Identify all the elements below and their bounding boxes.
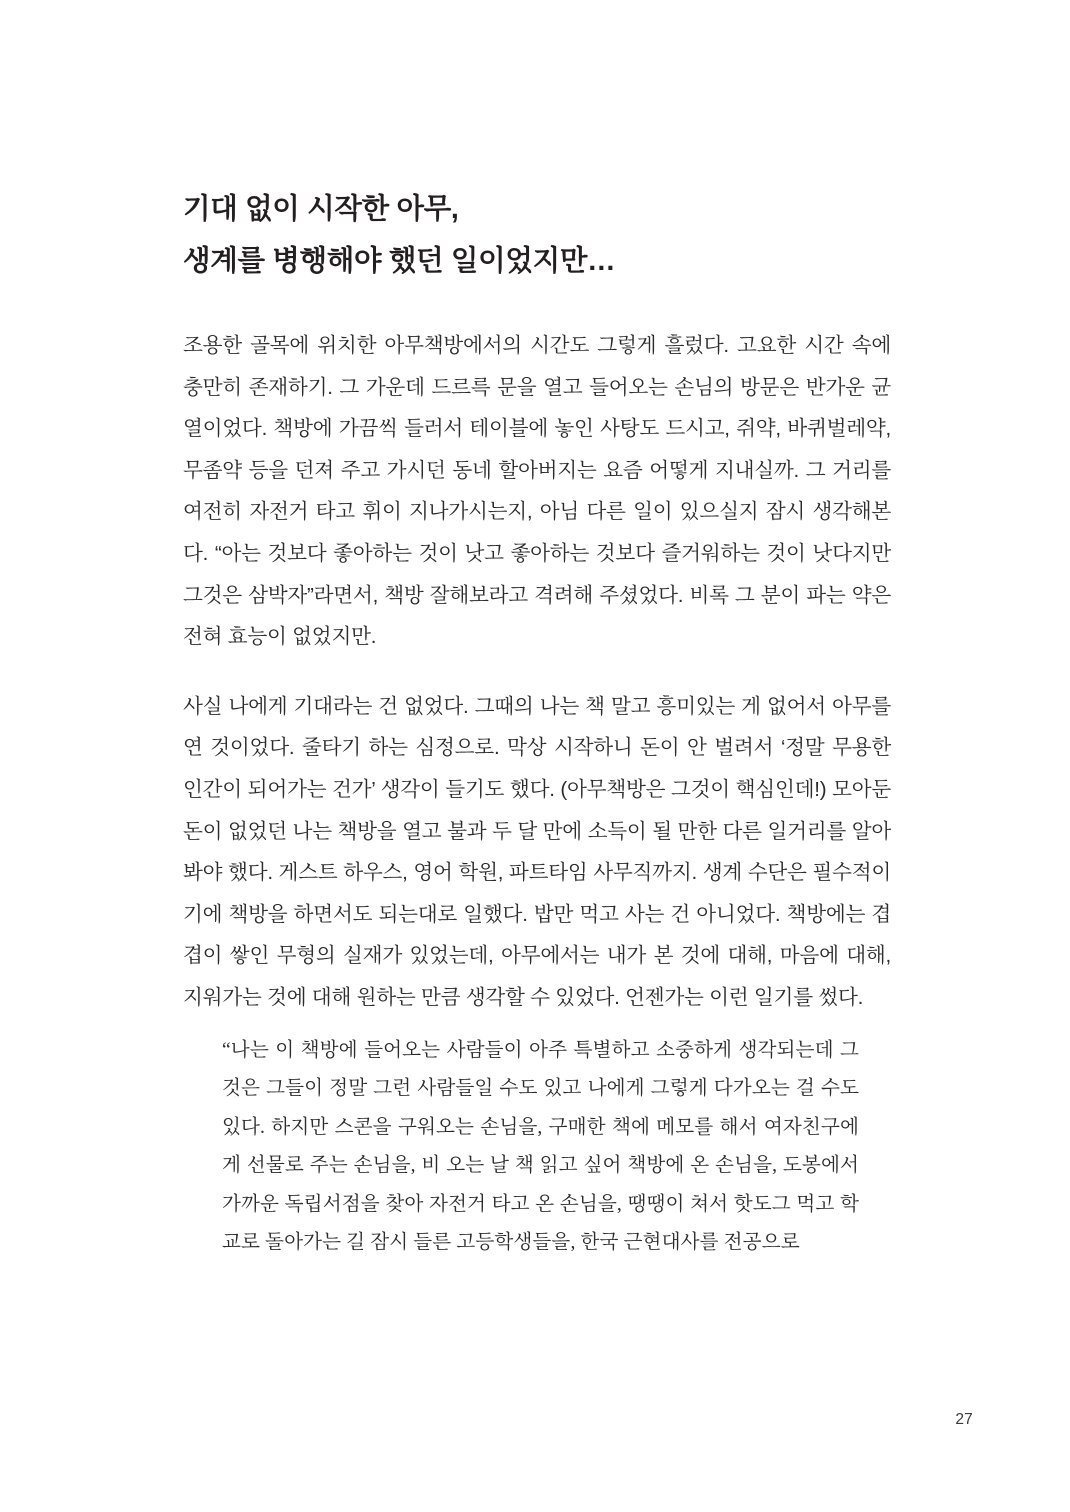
page-title-line-1: 기대 없이 시작한 아무, bbox=[183, 193, 459, 225]
pull-quote bbox=[222, 1032, 859, 1262]
pull-quote-text: “나는 이 책방에 들어오는 사람들이 아주 특별하고 소중하게 생각되는데 그것은 그들이 정말 그런 사람들일 수도 있고 나에게 그렇게 다가오는 걸 수도 있다. 하지만 스콘을 구워오는 손님을, 구매한 책에 메모를 해서 여자친구에게 선물로 주는 손님을, 비 오는 날 책 읽고 싶어 책방에 온 손님을, 도봉에서 가까운 독립서점을 찾아 자전거 타고 온 손님을, 땡땡이 쳐서 핫도그 먹고 학교로 돌아가는 길 잠시 들른 고등학생들을, 한국 근현대사를 전공으로 bbox=[222, 1040, 859, 1254]
body-paragraph-1: 조용한 골목에 위치한 아무책방에서의 시간도 그렇게 흘렀다. 고요한 시간 속에 충만히 존재하기. 그 가운데 드르륵 문을 열고 들어오는 손님의 방문은 반가운 균열이었다. 책방에 가끔씩 들러서 테이블에 놓인 사탕도 드시고, 쥐약, 바퀴벌레약, 무좀약 등을 던져 주고 가시던 동네 할아버지는 요즘 어떻게 지내실까. 그 거리를 여전히 자전거 타고 휘이 지나가시는지, 아님 다른 일이 있으실지 잠시 생각해본다. “아는 것보다 좋아하는 것이 낫고 좋아하는 것보다 즐거워하는 것이 낫다지만 그것은 삼박자”라면서, 책방 잘해보라고 격려해 주셨었다. 비록 그 분이 파는 약은 전혀 효능이 없었지만. bbox=[183, 334, 891, 649]
page-number: 27 bbox=[955, 1411, 973, 1428]
page-title bbox=[183, 183, 895, 287]
body-paragraph-2: 사실 나에게 기대라는 건 없었다. 그때의 나는 책 말고 흥미있는 게 없어서 아무를 연 것이었다. 줄타기 하는 심정으로. 막상 시작하니 돈이 안 벌려서 ‘정말 무용한 인간이 되어가는 건가’ 생각이 들기도 했다. (아무책방은 그것이 핵심인데!) 모아둔 돈이 없었던 나는 책방을 열고 불과 두 달 만에 소득이 될 만한 다른 일거리를 알아봐야 했다. 게스트 하우스, 영어 학원, 파트타임 사무직까지. 생계 수단은 필수적이기에 책방을 하면서도 되는대로 일했다. 밥만 먹고 사는 건 아니었다. 책방에는 겹겹이 쌓인 무형의 실재가 있었는데, 아무에서는 내가 본 것에 대해, 마음에 대해, 지워가는 것에 대해 원하는 만큼 생각할 수 있었다. 언젠가는 이런 일기를 썼다. bbox=[183, 694, 891, 1009]
page-title-line-2: 생계를 병행해야 했던 일이었지만… bbox=[183, 245, 616, 277]
body-text bbox=[183, 325, 891, 1019]
